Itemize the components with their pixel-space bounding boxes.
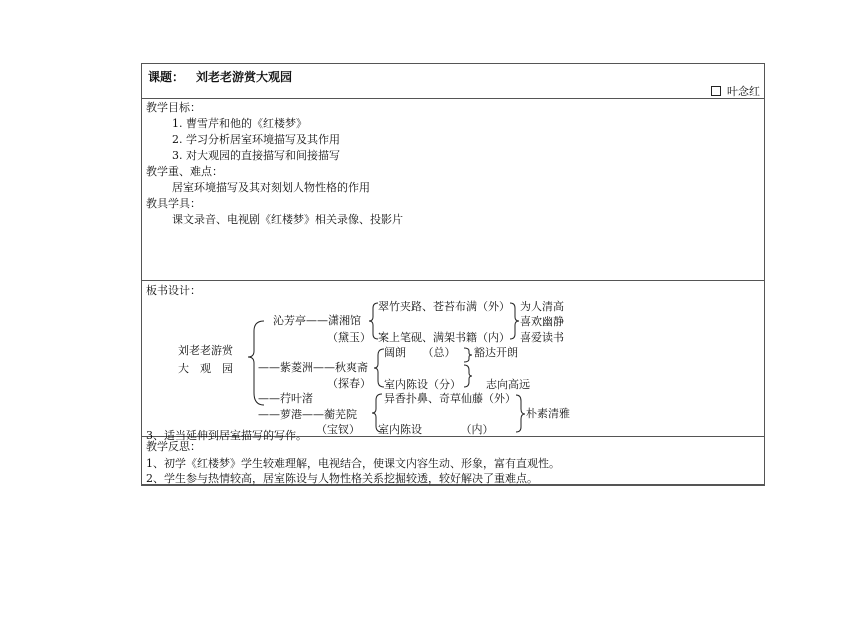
branch-1-item: 翠竹夹路、苍苔布满（外） [378, 300, 510, 313]
author [711, 83, 760, 99]
branch-2-item: 阔朗 （总） [384, 346, 456, 359]
board-braces [142, 281, 766, 437]
objectives-row [142, 99, 764, 281]
title-row [142, 64, 764, 99]
lesson-name: 刘老老游赏大观园 [196, 70, 293, 84]
board-design-row [142, 281, 764, 437]
left-brace-icon [248, 321, 264, 405]
branch-2-item: 室内陈设（分） [384, 378, 461, 391]
key-points-text: 居室环境描写及其对刻划人物性格的作用 [172, 181, 370, 194]
branch-1-trait: 喜欢幽静 [520, 315, 564, 328]
right-brace-icon [516, 395, 525, 432]
tools-text: 课文录音、电视剧《红楼梦》相关录像、投影片 [172, 213, 403, 226]
lesson-title [148, 68, 292, 85]
root-line2: 大 观 园 [178, 362, 233, 375]
board-heading: 板书设计： [146, 284, 201, 297]
branch-2-person: （探春） [327, 377, 371, 390]
left-brace-icon [374, 349, 384, 387]
key-points-heading: 教学重、难点： [146, 165, 223, 178]
checkbox-icon [711, 86, 721, 96]
left-brace-icon [372, 394, 382, 432]
left-brace-icon [369, 303, 378, 339]
branch-1-trait: 喜爱读书 [520, 331, 564, 344]
right-brace-icon [510, 303, 519, 339]
reflection-item: 3、适当延伸到居室描写的写作。 [146, 429, 307, 442]
tools-heading: 教具学具： [146, 197, 201, 210]
branch-4-place: ——萝港——蘅芜院 [258, 408, 357, 421]
branch-1-trait: 为人清高 [520, 300, 564, 313]
objective-item: 1. 曹雪芹和他的《红楼梦》 [172, 117, 307, 130]
branch-2-trait: 志向高远 [486, 378, 530, 391]
branch-1-item: 案上笔砚、满架书籍（内） [378, 331, 510, 344]
branch-4-person: （宝钗） [316, 423, 360, 436]
branch-1-person: （黛玉） [327, 331, 371, 344]
reflection-heading: 教学反思： [146, 440, 201, 453]
branch-4-item: 室内陈设 （内） [378, 423, 494, 436]
objective-item: 2. 学习分析居室环境描写及其作用 [172, 133, 340, 146]
lesson-plan-table [141, 63, 765, 485]
author-name: 叶念红 [727, 85, 760, 98]
title-label: 课题： [148, 70, 185, 84]
branch-2-trait: 豁达开朗 [474, 346, 518, 359]
branch-4-item: 异香扑鼻、奇草仙藤（外） [384, 392, 516, 405]
objectives-heading: 教学目标： [146, 101, 201, 114]
root-line1: 刘老老游赏 [178, 344, 233, 357]
objective-item: 3. 对大观园的直接描写和间接描写 [172, 149, 340, 162]
branch-2-place: ——紫菱洲——秋爽斋 [258, 361, 368, 374]
branch-4-trait: 朴素清雅 [526, 407, 570, 420]
branch-1-place: 沁芳亭——潇湘馆 [273, 314, 361, 327]
right-brace-icon [464, 348, 472, 362]
reflection-item: 1、初学《红楼梦》学生较难理解，电视结合，使课文内容生动、形象，富有直观性。 [146, 457, 560, 470]
branch-3-place: ——荇叶渚 [258, 392, 313, 405]
reflection-item: 2、学生参与热情较高，居室陈设与人物性格关系挖掘较透，较好解决了重难点。 [146, 472, 538, 485]
right-brace-icon [464, 365, 472, 387]
